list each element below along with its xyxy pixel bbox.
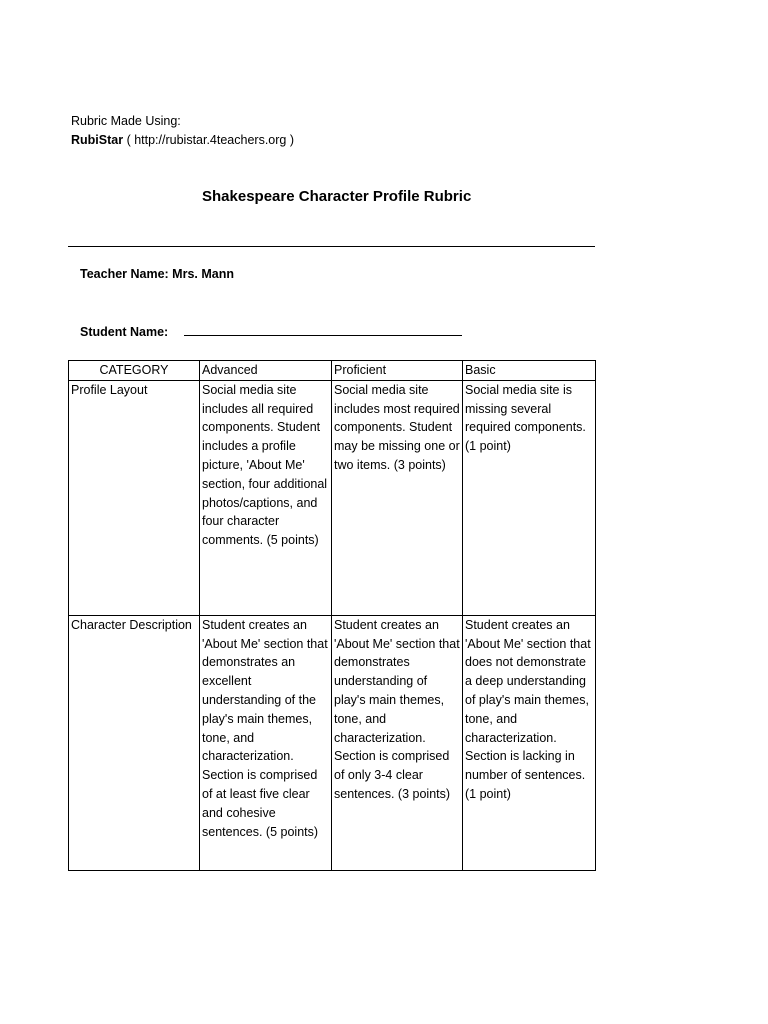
table-row bbox=[69, 615, 596, 870]
teacher-name: Teacher Name: Mrs. Mann bbox=[80, 267, 234, 281]
student-name-blank bbox=[184, 323, 462, 336]
rubistar-url: ( http://rubistar.4teachers.org ) bbox=[123, 133, 295, 147]
rubistar-name: RubiStar bbox=[71, 133, 124, 147]
student-name-row bbox=[80, 323, 462, 339]
rubric-table bbox=[68, 360, 596, 871]
basic-cell: Student creates an 'About Me' section that does not demonstrate a deep understanding of play's main themes, tone, and characterization. Section is lacking in number of sentences. (1 point) bbox=[463, 615, 596, 870]
student-name-label: Student Name: bbox=[80, 325, 169, 339]
basic-cell: Social media site is missing several required components. (1 point) bbox=[463, 380, 596, 615]
table-row bbox=[69, 380, 596, 615]
rubric-made-using-label: Rubric Made Using: bbox=[71, 114, 181, 128]
column-header-basic: Basic bbox=[463, 361, 596, 381]
proficient-cell: Social media site includes most required components. Student may be missing one or two items. (3 points) bbox=[332, 380, 463, 615]
divider bbox=[68, 246, 595, 247]
column-header-advanced: Advanced bbox=[200, 361, 332, 381]
category-cell: Character Description bbox=[69, 615, 200, 870]
advanced-cell: Student creates an 'About Me' section that demonstrates an excellent understanding of the play's main themes, tone, and characterization. Section is comprised of at least five clear and cohesive sentences. (5 points) bbox=[200, 615, 332, 870]
table-header-row bbox=[69, 361, 596, 381]
category-cell: Profile Layout bbox=[69, 380, 200, 615]
column-header-proficient: Proficient bbox=[332, 361, 463, 381]
advanced-cell: Social media site includes all required components. Student includes a profile picture, 'About Me' section, four additional photos/captions, and four character comments. (5 points) bbox=[200, 380, 332, 615]
column-header-category: CATEGORY bbox=[69, 361, 200, 381]
proficient-cell: Student creates an 'About Me' section that demonstrates understanding of play's main themes, tone, and characterization. Section is comprised of only 3-4 clear sentences. (3 points) bbox=[332, 615, 463, 870]
page-title: Shakespeare Character Profile Rubric bbox=[202, 188, 472, 205]
rubistar-credit bbox=[71, 131, 294, 150]
